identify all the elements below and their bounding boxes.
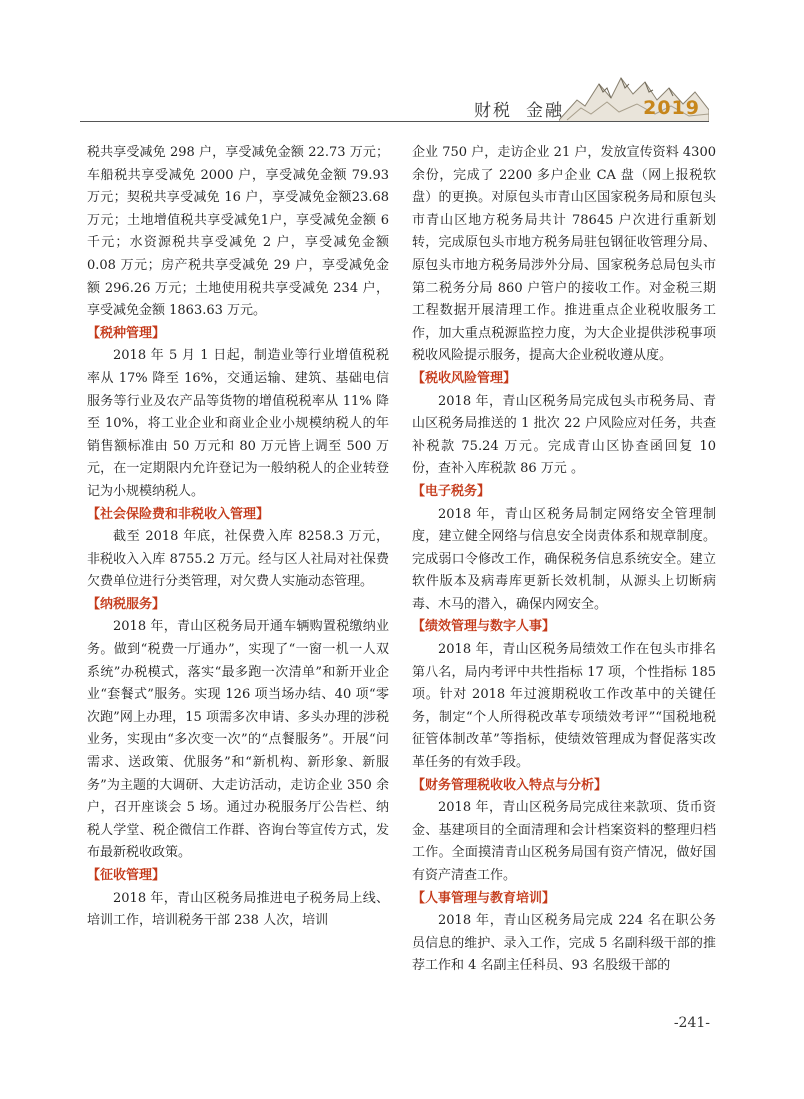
- body-paragraph: 2018 年，青山区税务局推进电子税务局上线、培训工作，培训税务干部 238 人次，培训: [87, 890, 389, 929]
- section-heading: 【税收风险管理】: [412, 370, 517, 386]
- body-paragraph: 2018 年，青山区税务局绩效工作在包头市排名第八名，局内考评中共性指标 17 项，个性指标 185 项。针对 2018 年过渡期税收工作改革中的关键任务，制定“个人所得税改革专项绩效考评”“国税地税征管体制改革”等指标，使绩效管理成为督促落实改革任务的有效手段。: [412, 642, 716, 771]
- body-paragraph: 企业 750 户，走访企业 21 户，发放宣传资料 4300 余份，完成了 2200 多户企业 CA 盘（网上报税软盘）的更换。对原包头市青山区国家税务局和原包头市青山区地方税务局共计 78645 户次进行重新划转，完成原包头市地方税务局驻包钢征收管理分局、原包头市地方税务局涉外分局、国家税务总局包头市第二税务分局 860 户管户的接收工作。对金税三期工程数据开展清理工作。推进重点企业税收服务工作，加大重点税源监控力度，为大企业提供涉税事项税收风险提示服务，提高大企业税收遵从度。: [412, 145, 716, 364]
- section-heading: 【绩效管理与数字人事】: [412, 619, 556, 635]
- section-heading: 【人事管理与教育培训】: [412, 890, 556, 906]
- section-heading: 【社会保险费和非税收入管理】: [87, 506, 270, 522]
- section-heading: 【电子税务】: [412, 483, 491, 499]
- section-heading: 【征收管理】: [87, 868, 166, 883]
- body-paragraph: 2018 年，青山区税务局完成包头市税务局、青山区税务局推送的 1 批次 22 户风险应对任务，共查补税款 75.24 万元。完成青山区协查函回复 10 份，查补入库税款 86 万元 。: [412, 393, 716, 477]
- body-paragraph: 税共享受减免 298 户，享受减免金额 22.73 万元；车船税共享受减免 2000 户，享受减免金额 79.93 万元；契税共享受减免 16 户，享受减免金额23.68万元；土地增值税共享受减免1户，享受减免金额 6 千元；水资源税共享受减免 2 户，享受减免金额 0.08 万元；房产税共享受减免 29 户，享受减免金额 296.26 万元；土地使用税共享受减免 234 户，享受减免金额 1863.63 万元。: [87, 145, 389, 319]
- section-heading: 【财务管理税收收入特点与分析】: [412, 777, 608, 793]
- body-paragraph: 2018 年，青山区税务局完成 224 名在职公务员信息的维护、录入工作，完成 5 名副科级干部的推荐工作和 4 名副主任科员、93 名股级干部的: [412, 913, 716, 974]
- body-paragraph: 2018 年，青山区税务局完成往来款项、货币资金、基建项目的全面清理和会计档案资料的整理归档工作。全面摸清青山区税务局国有资产情况，做好国有资产清查工作。: [412, 800, 716, 883]
- header-year: 2019: [643, 97, 700, 119]
- left-column: [87, 142, 389, 933]
- header-section-finance: 金融: [526, 101, 564, 121]
- running-header: [460, 96, 564, 121]
- body-paragraph: 2018 年，青山区税务局开通车辆购置税缴纳业务。做到“税费一厅通办”，实现了“一窗一机一人双系统”办税模式，落实“最多跑一次清单”和新开业企业“套餐式”服务。实现 126 项当场办结、40 项“零次跑”网上办理，15 项需多次申请、多头办理的涉税业务，实现由“多次变一次”的“点餐服务”。开展“问需求、送政策、优服务”和“新机构、新形象、新服务”为主题的大调研、大走访活动，走访企业 350 余户，召开座谈会 5 场。通过办税服务厅公告栏、纳税人学堂、税企微信工作群、咨询台等宣传方式，发布最新税收政策。: [87, 619, 389, 861]
- section-heading: 【纳税服务】: [87, 596, 166, 612]
- right-column: [412, 142, 716, 978]
- header-section-finance-tax: 财税: [474, 101, 512, 121]
- section-heading: 【税种管理】: [87, 325, 166, 341]
- body-paragraph: 2018 年，青山区税务局制定网络安全管理制度，建立健全网络与信息安全岗责体系和规章制度。完成弱口令修改工作，确保税务信息系统安全。建立软件版本及病毒库更新长效机制，从源头上切断病毒、木马的潜入，确保内网安全。: [412, 506, 716, 612]
- page-number: -241-: [673, 1015, 710, 1031]
- page-header: [0, 0, 804, 125]
- body-paragraph: 2018 年 5 月 1 日起，制造业等行业增值税税率从 17% 降至 16%，交通运输、建筑、基础电信服务等行业及农产品等货物的增值税税率从 11% 降至 10%，将工业企业和商业企业小规模纳税人的年销售额标准由 50 万元和 80 万元皆上调至 500 万元，在一定期限内允许登记为一般纳税人的企业转登记为小规模纳税人。: [87, 348, 389, 499]
- header-rule: [80, 121, 709, 122]
- body-paragraph: 截至 2018 年底，社保费入库 8258.3 万元，非税收入入库 8755.2 万元。经与区人社局对社保费欠费单位进行分类管理，对欠费人实施动态管理。: [87, 529, 389, 590]
